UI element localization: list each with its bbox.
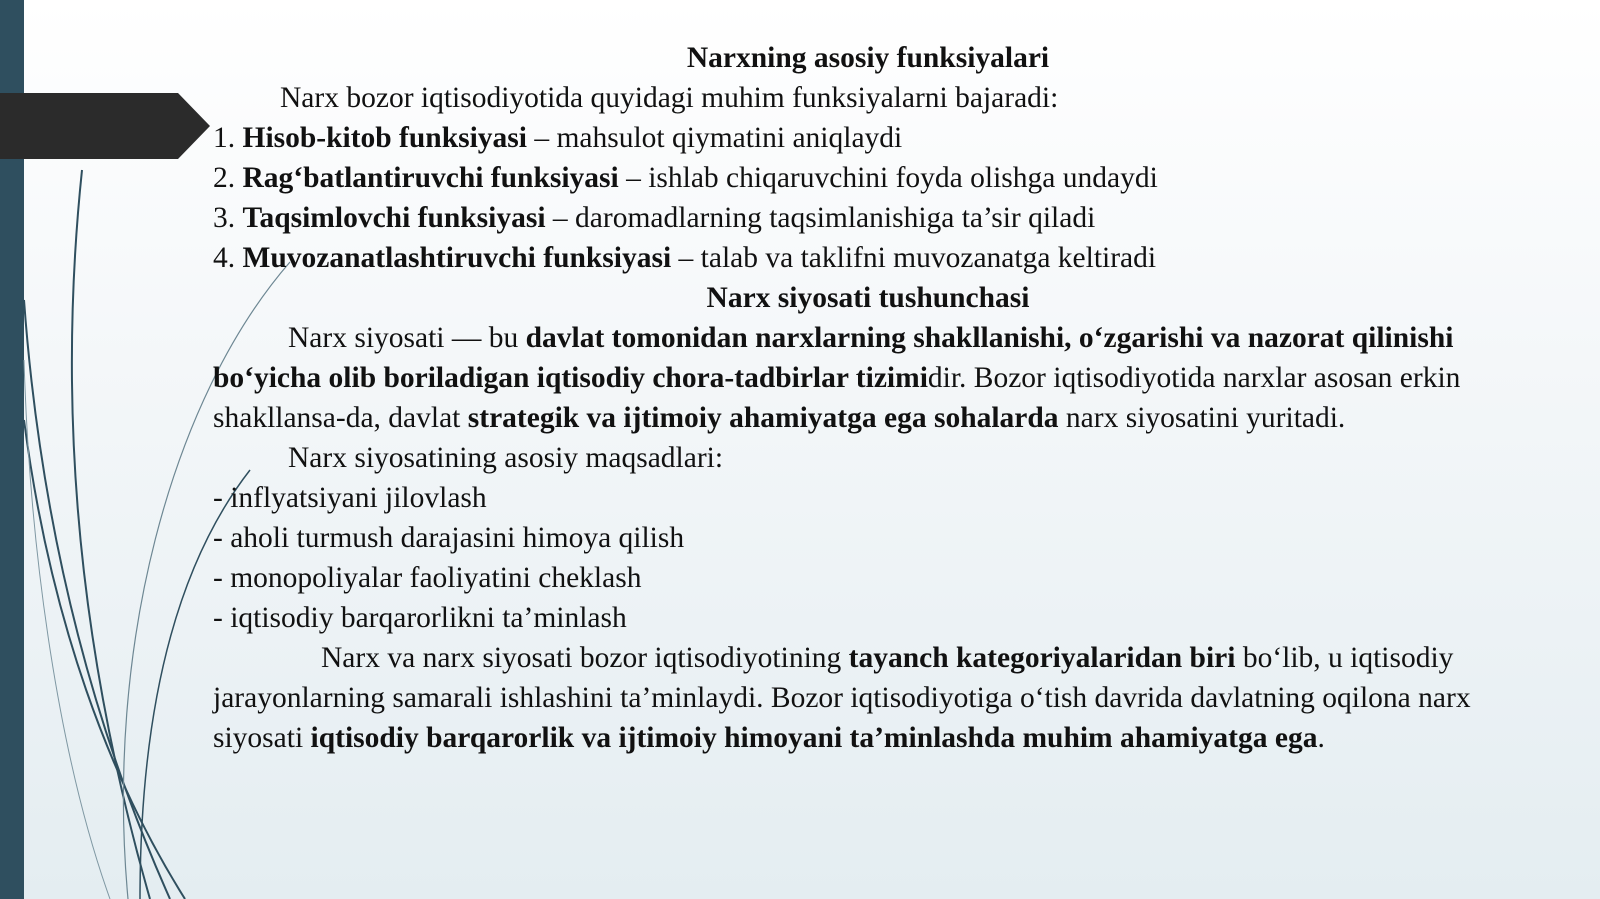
goal-item-4: - iqtisodiy barqarorlikni ta’minlash: [213, 602, 627, 634]
goal-item-1: - inflyatsiyani jilovlash: [213, 482, 487, 514]
function-item-1: 1. Hisob-kitob funksiyasi – mahsulot qiymatini aniqlaydi: [213, 122, 903, 154]
arrow-tab-shape: [0, 93, 210, 159]
function-item-3: 3. Taqsimlovchi funksiyasi – daromadlarning taqsimlanishiga ta’sir qiladi: [213, 202, 1096, 234]
goal-item-3: - monopoliyalar faoliyatini cheklash: [213, 562, 642, 594]
paragraph-conclusion: Narx va narx siyosati bozor iqtisodiyotining tayanch kategoriyalaridan biri bo‘lib, u iqtisodiy jarayonlarning samarali ishlashini ta’minlaydi. Bozor iqtisodiyotiga o‘tish davrida davlatning oqilona narx siyosati iqtisodiy barqarorlik va ijtimoiy himoyani ta’minlashda muhim ahamiyatga ega.: [213, 642, 1471, 754]
goals-title: Narx siyosatining asosiy maqsadlari:: [288, 442, 724, 474]
slide-content: [213, 38, 1523, 758]
title-tushunchasi: Narx siyosati tushunchasi: [706, 282, 1030, 314]
function-item-4: 4. Muvozanatlashtiruvchi funksiyasi – talab va taklifni muvozanatga keltiradi: [213, 242, 1157, 274]
function-item-2: 2. Rag‘batlantiruvchi funksiyasi – ishlab chiqaruvchini foyda olishga undaydi: [213, 162, 1158, 194]
paragraph-narx-siyosati: Narx siyosati — bu davlat tomonidan narxlarning shakllanishi, o‘zgarishi va nazorat qilinishi bo‘yicha olib boriladigan iqtisodiy chora-tadbirlar tizimidir. Bozor iqtisodiyotida narxlar asosan erkin shakllansa-da, davlat strategik va ijtimoiy ahamiyatga ega sohalarda narx siyosatini yuritadi.: [213, 322, 1461, 434]
intro-text: Narx bozor iqtisodiyotida quyidagi muhim funksiyalarni bajaradi:: [280, 82, 1059, 114]
title-funksiyalari: Narxning asosiy funksiyalari: [686, 42, 1050, 74]
goal-item-2: - aholi turmush darajasini himoya qilish: [213, 522, 685, 554]
